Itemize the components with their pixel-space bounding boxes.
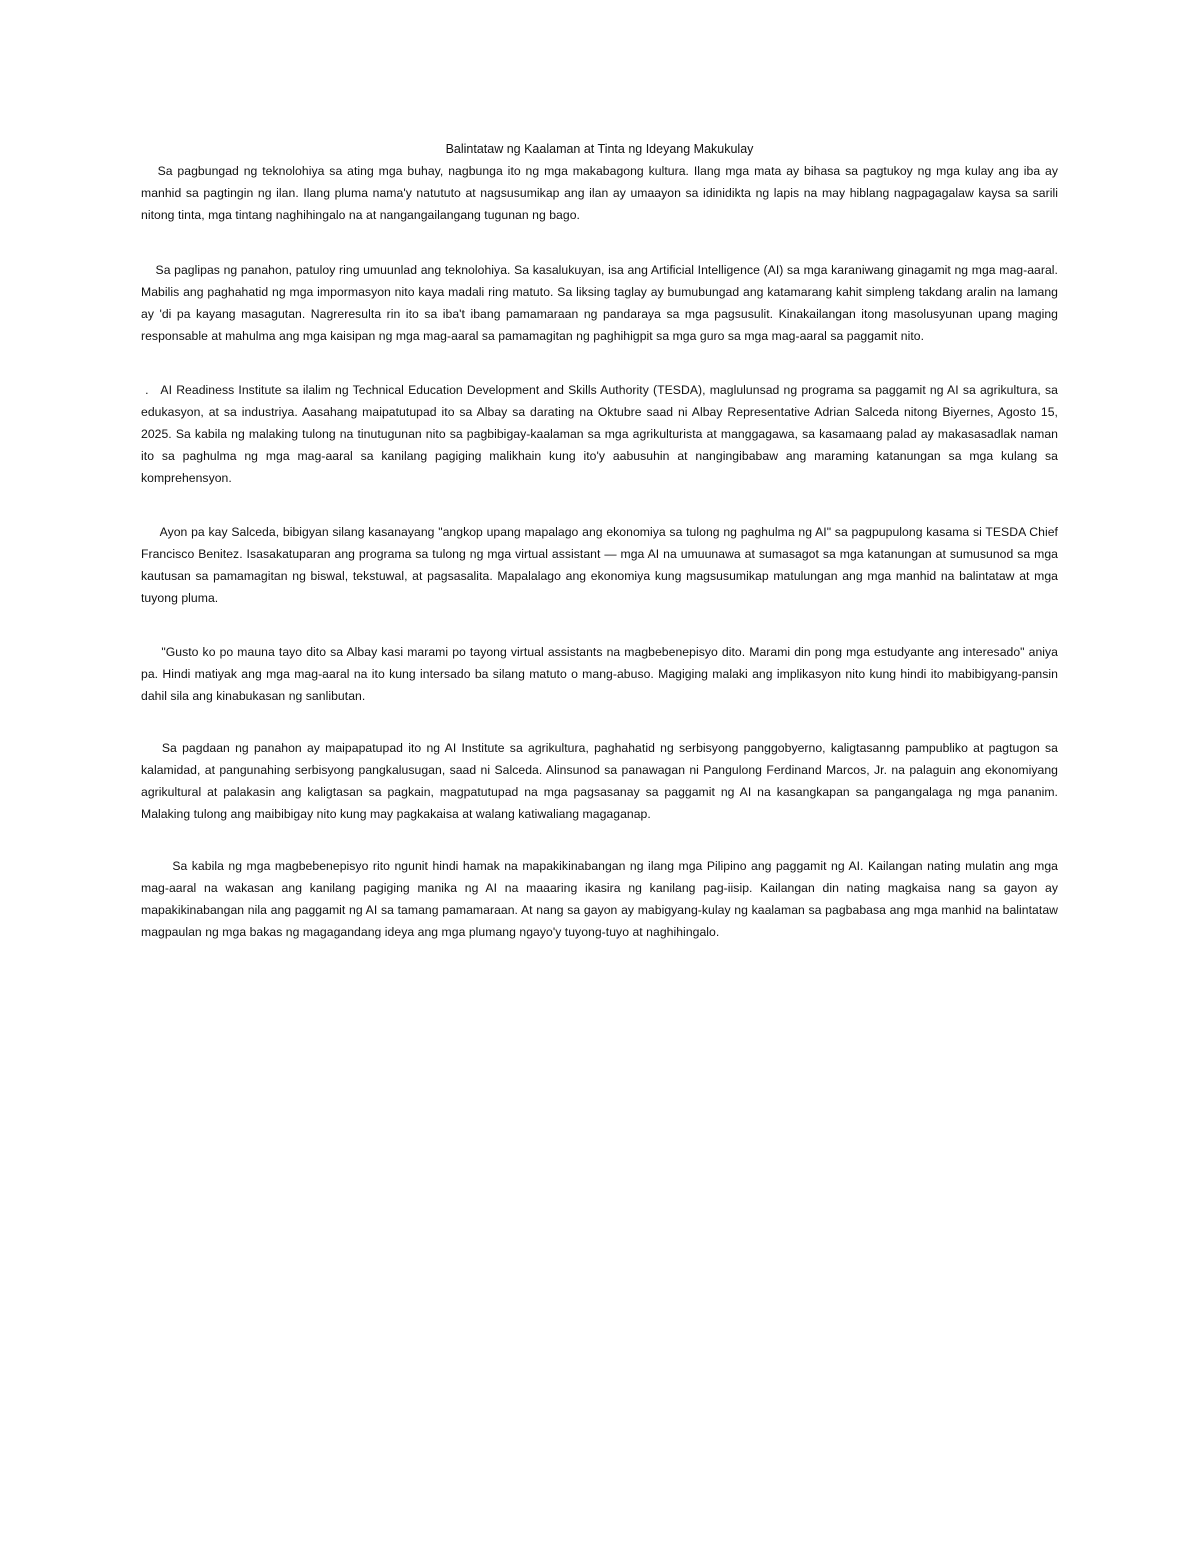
document-title: Balintataw ng Kaalaman at Tinta ng Ideyang Makukulay <box>445 142 754 156</box>
paragraph-1: Sa pagbungad ng teknolohiya sa ating mga buhay, nagbunga ito ng mga makabagong kultura. Ilang mga mata ay bihasa sa pagtukoy ng mga kulay ang iba ay manhid sa pagtingin ng ilan. Ilang pluma nama'y natututo at nagsusumikap ang ilan ay umaayon sa idinidikta ng lapis na may hiblang nagpagagalaw kaysa sa sarili nitong tinta, mga tintang naghihingalo na at nangangailangang tugunan ng bago. <box>141 164 1062 222</box>
paragraph-4: Ayon pa kay Salceda, bibigyan silang kasanayang "angkop upang mapalago ang ekonomiya sa tulong ng paghulma ng AI" sa pagpupulong kasama si TESDA Chief Francisco Benitez. Isasakatuparan ang programa sa tulong ng mga virtual assistant — mga AI na umuunawa at sumasagot sa mga katanungan at sumusunod sa mga kautusan sa pamamagitan ng biswal, tekstuwal, at pagsasalita. Mapalalago ang ekonomiya kung magsusumikap matulungan ang mga manhid na balintataw at mga tuyong pluma. <box>141 525 1062 605</box>
paragraph-3: . AI Readiness Institute sa ilalim ng Technical Education Development and Skills Authority (TESDA), maglulunsad ng programa sa paggamit ng AI sa agrikultura, sa edukasyon, at sa industriya. Aasahang maipatutupad ito sa Albay sa darating na Oktubre saad ni Albay Representative Adrian Salceda nitong Biyernes, Agosto 15, 2025. Sa kabila ng malaking tulong na tinutugunan nito sa pagbibigay-kaalaman sa mga agrikulturista at manggagawa, sa kasamaang palad ay makasasadlak naman ito sa paghulma ng mga mag-aaral sa kanilang pagiging malikhain kung ito'y aabusuhin at nangingibabaw ang maraming katanungan sa mga kulang sa komprehensyon. <box>141 383 1062 485</box>
document-page <box>141 138 1062 943</box>
paragraph-6: Sa pagdaan ng panahon ay maipapatupad ito ng AI Institute sa agrikultura, paghahatid ng serbisyong panggobyerno, kaligtasanng pampubliko at pagtugon sa kalamidad, at pangunahing serbisyong pangkalusugan, saad ni Salceda. Alinsunod sa panawagan ni Pangulong Ferdinand Marcos, Jr. na palaguin ang ekonomiyang agrikultural at palakasin ang kaligtasan sa pagkain, magpatutupad na mga pagsasanay sa paggamit ng AI na kasangkapan sa pangangalaga ng mga pananim. Malaking tulong ang maibibigay nito kung may pagkakaisa at walang katiwaliang magaganap. <box>141 741 1062 821</box>
paragraph-5: "Gusto ko po mauna tayo dito sa Albay kasi marami po tayong virtual assistants na magbebenepisyo dito. Marami din pong mga estudyante ang interesado" aniya pa. Hindi matiyak ang mga mag-aaral na ito kung intersado ba silang matuto o mang-abuso. Magiging malaki ang implikasyon nito kung hindi ito mabibigyang-pansin dahil sila ang kinabukasan ng sanlibutan. <box>141 645 1062 703</box>
paragraph-2: Sa paglipas ng panahon, patuloy ring umuunlad ang teknolohiya. Sa kasalukuyan, isa ang Artificial Intelligence (AI) sa mga karaniwang ginagamit ng mga mag-aaral. Mabilis ang paghahatid ng mga impormasyon nito kaya madali ring matuto. Sa liksing taglay ay bumubungad ang katamarang kahit simpleng takdang aralin na lamang ay 'di pa kayang masagutan. Nagreresulta rin ito sa iba't ibang pamamaraan ng pandaraya sa mga pagsusulit. Kinakailangan itong masolusyunan upang maging responsable at mahulma ang mga kaisipan ng mga mag-aaral sa pamamagitan ng paghihigpit sa mga guro sa mga mag-aaral sa paggamit nito. <box>141 263 1062 343</box>
paragraph-7: Sa kabila ng mga magbebenepisyo rito ngunit hindi hamak na mapakikinabangan ng ilang mga Pilipino ang paggamit ng AI. Kailangan nating mulatin ang mga mag-aaral na wakasan ang kanilang pagiging manika ng AI na maaaring ikasira ng kanilang pag-iisip. Kailangan din nating magkaisa nang sa gayon ay mapakikinabangan nila ang paggamit ng AI sa tamang pamamaraan. At nang sa gayon ay mabigyang-kulay ng kaalaman sa pagbabasa ang mga manhid na balintataw magpaulan ng mga bakas ng magagandang ideya ang mga plumang ngayo'y tuyong-tuyo at naghihingalo. <box>141 859 1062 939</box>
